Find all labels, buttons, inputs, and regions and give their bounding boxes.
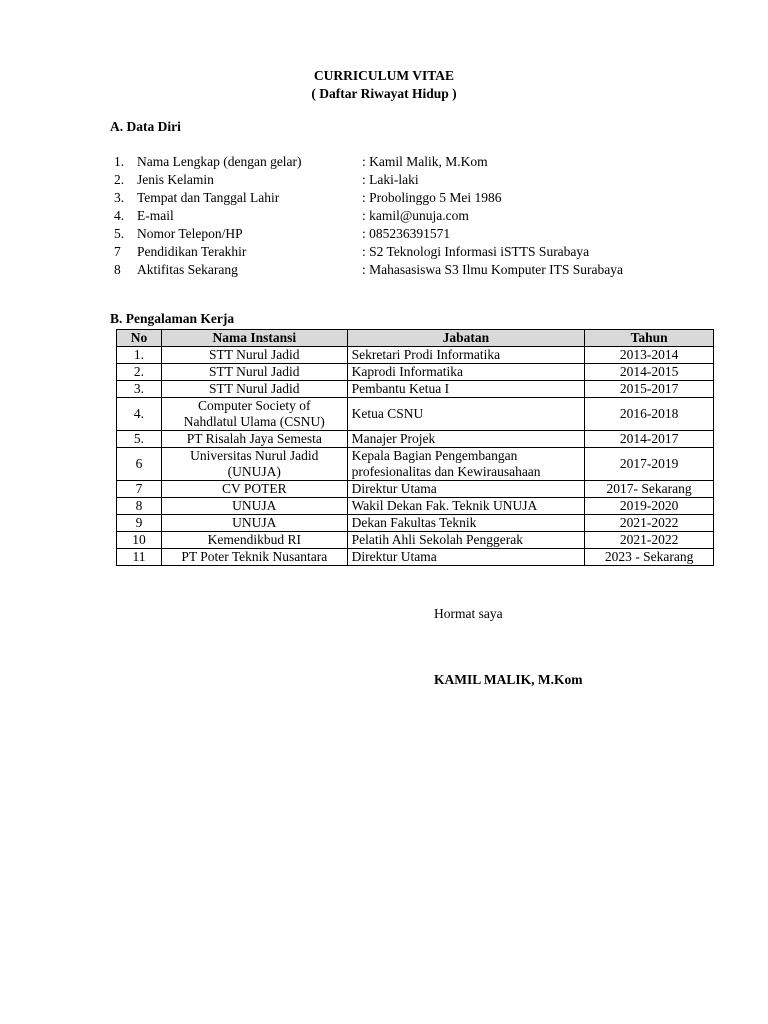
cell-no: 3. [117, 381, 162, 398]
cell-no: 2. [117, 364, 162, 381]
table-row [117, 498, 714, 515]
table-row [117, 364, 714, 381]
cell-jabatan: Ketua CSNU [347, 398, 585, 431]
cell-no: 6 [117, 448, 162, 481]
item-value: : Mahasasiswa S3 Ilmu Komputer ITS Surabaya [362, 262, 623, 277]
cell-instansi: PT Risalah Jaya Semesta [161, 431, 347, 448]
item-value: : kamil@unuja.com [362, 208, 469, 223]
table-header-row [117, 330, 714, 347]
item-number: 1. [114, 154, 125, 169]
cell-no: 4. [117, 398, 162, 431]
cell-jabatan: Sekretari Prodi Informatika [347, 347, 585, 364]
item-value: : Probolinggo 5 Mei 1986 [362, 190, 502, 205]
cell-jabatan: Kaprodi Informatika [347, 364, 585, 381]
closing-greeting: Hormat saya [434, 606, 503, 621]
cell-tahun: 2017- Sekarang [585, 481, 714, 498]
cell-no: 11 [117, 549, 162, 566]
cell-jabatan: Direktur Utama [347, 481, 585, 498]
signature-name: KAMIL MALIK, M.Kom [434, 672, 583, 687]
cell-no: 10 [117, 532, 162, 549]
item-number: 5. [114, 226, 125, 241]
cell-jabatan: Direktur Utama [347, 549, 585, 566]
cell-no: 7 [117, 481, 162, 498]
item-value: : Kamil Malik, M.Kom [362, 154, 488, 169]
item-label: E-mail [137, 208, 174, 223]
cell-tahun: 2017-2019 [585, 448, 714, 481]
cell-tahun: 2013-2014 [585, 347, 714, 364]
item-number: 4. [114, 208, 125, 223]
section-a-heading: A. Data Diri [110, 119, 181, 134]
work-experience-table [116, 329, 714, 566]
personal-data-row [0, 225, 768, 243]
cell-instansi: CV POTER [161, 481, 347, 498]
item-label: Pendidikan Terakhir [137, 244, 247, 259]
personal-data-row [0, 153, 768, 171]
cell-instansi: Universitas Nurul Jadid (UNUJA) [161, 448, 347, 481]
document-title: CURRICULUM VITAE [313, 68, 455, 83]
cell-tahun: 2016-2018 [585, 398, 714, 431]
cell-tahun: 2023 - Sekarang [585, 549, 714, 566]
table-row [117, 398, 714, 431]
item-value: : S2 Teknologi Informasi iSTTS Surabaya [362, 244, 590, 259]
cell-jabatan: Dekan Fakultas Teknik [347, 515, 585, 532]
item-label: Nomor Telepon/HP [137, 226, 243, 241]
item-value: : Laki-laki [362, 172, 419, 187]
item-label: Aktifitas Sekarang [137, 262, 238, 277]
cell-jabatan: Kepala Bagian Pengembangan profesionalitas dan Kewirausahaan [347, 448, 585, 481]
cell-instansi: Kemendikbud RI [161, 532, 347, 549]
table-row [117, 381, 714, 398]
personal-data-row [0, 189, 768, 207]
cell-instansi: STT Nurul Jadid [161, 364, 347, 381]
document-header [0, 67, 768, 103]
cell-no: 1. [117, 347, 162, 364]
column-header-jabatan: Jabatan [347, 330, 585, 347]
cell-jabatan: Pelatih Ahli Sekolah Penggerak [347, 532, 585, 549]
section-b-heading: B. Pengalaman Kerja [110, 311, 235, 326]
cell-no: 8 [117, 498, 162, 515]
table-row [117, 448, 714, 481]
cell-jabatan: Pembantu Ketua I [347, 381, 585, 398]
cell-jabatan: Manajer Projek [347, 431, 585, 448]
item-label: Jenis Kelamin [137, 172, 214, 187]
item-number: 3. [114, 190, 125, 205]
cell-instansi: Computer Society of Nahdlatul Ulama (CSNU) [161, 398, 347, 431]
table-row [117, 347, 714, 364]
item-label: Nama Lengkap (dengan gelar) [137, 154, 302, 169]
table-row [117, 481, 714, 498]
document-subtitle: ( Daftar Riwayat Hidup ) [311, 86, 457, 101]
cell-jabatan: Wakil Dekan Fak. Teknik UNUJA [347, 498, 585, 515]
cell-instansi: PT Poter Teknik Nusantara [161, 549, 347, 566]
column-header-instansi: Nama Instansi [161, 330, 347, 347]
cell-tahun: 2014-2017 [585, 431, 714, 448]
table-row [117, 532, 714, 549]
table-row [117, 549, 714, 566]
personal-data-list [0, 153, 768, 279]
cell-instansi: UNUJA [161, 498, 347, 515]
item-number: 7 [114, 244, 121, 259]
cell-no: 9 [117, 515, 162, 532]
column-header-no: No [117, 330, 162, 347]
table-row [117, 515, 714, 532]
cell-instansi: STT Nurul Jadid [161, 381, 347, 398]
cell-tahun: 2014-2015 [585, 364, 714, 381]
personal-data-row [0, 171, 768, 189]
personal-data-row [0, 207, 768, 225]
cell-tahun: 2015-2017 [585, 381, 714, 398]
column-header-tahun: Tahun [585, 330, 714, 347]
cell-tahun: 2021-2022 [585, 532, 714, 549]
item-value: : 085236391571 [362, 226, 451, 241]
cell-tahun: 2019-2020 [585, 498, 714, 515]
table-row [117, 431, 714, 448]
cell-tahun: 2021-2022 [585, 515, 714, 532]
item-number: 8 [114, 262, 121, 277]
cell-no: 5. [117, 431, 162, 448]
personal-data-row [0, 261, 768, 279]
item-number: 2. [114, 172, 125, 187]
cell-instansi: UNUJA [161, 515, 347, 532]
cell-instansi: STT Nurul Jadid [161, 347, 347, 364]
item-label: Tempat dan Tanggal Lahir [137, 190, 280, 205]
personal-data-row [0, 243, 768, 261]
